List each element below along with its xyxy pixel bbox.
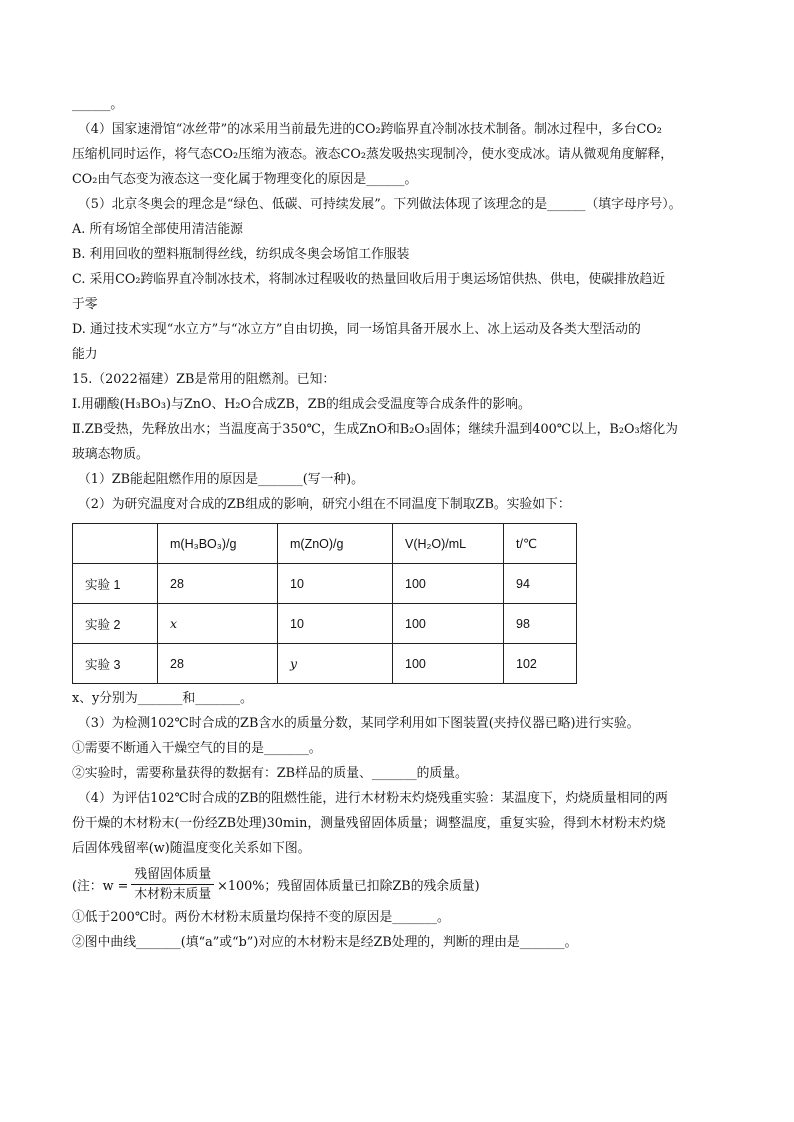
option-c-line1: C. 采用CO₂跨临界直冷制冰技术，将制冰过程吸收的热量回收后用于奥运场馆供热、供电，使碳排放趋近 bbox=[72, 272, 666, 287]
table-cell: 98 bbox=[504, 604, 577, 644]
table-cell: 100 bbox=[393, 564, 504, 604]
q15-part3-sub2: ②实验时，需要称量获得的数据有：ZB样品的质量、_______的质量。 bbox=[72, 766, 468, 781]
table-cell: 100 bbox=[393, 644, 504, 684]
q14-part4-line3: CO₂由气态变为液态这一变化属于物理变化的原因是______。 bbox=[72, 172, 418, 187]
table-cell-variable-y: y bbox=[278, 644, 393, 684]
q14-part4-line1: （4）国家速滑馆“冰丝带”的冰采用当前最先进的CO₂跨临界直冷制冰技术制备。制冰过程中，多台CO₂ bbox=[78, 122, 662, 137]
table-cell-variable-x: x bbox=[158, 604, 278, 644]
formula-fraction bbox=[131, 865, 214, 904]
table-cell: 实验 3 bbox=[73, 644, 158, 684]
option-c-line2: 于零 bbox=[72, 297, 98, 312]
formula-denominator: 木材粉末质量 bbox=[134, 886, 212, 902]
xy-answer-line: x、y分别为_______和_______。 bbox=[72, 691, 253, 706]
table-row bbox=[73, 604, 577, 644]
q15-part4-sub2: ②图中曲线_______(填“a”或“b”)对应的木材粉末是经ZB处理的，判断的理由是_______。 bbox=[72, 935, 578, 950]
q14-part4-line2: 压缩机同时运作，将气态CO₂压缩为液态。液态CO₂蒸发吸热实现制冷，使水变成冰。请从微观角度解释， bbox=[72, 147, 674, 162]
q15-part4-line2: 份干燥的木材粉末(一份经ZB处理)30min，测量残留固体质量；调整温度，重复实验，得到木材粉末灼烧 bbox=[72, 816, 666, 831]
q14-part5-stem: （5）北京冬奥会的理念是“绿色、低碳、可持续发展”。下列做法体现了该理念的是______（填字母序号）。 bbox=[78, 197, 682, 212]
formula-numerator: 残留固体质量 bbox=[131, 865, 214, 885]
table-row bbox=[73, 644, 577, 684]
formula-suffix: ×100%；残留固体质量已扣除ZB的残余质量) bbox=[217, 878, 480, 894]
document-body bbox=[72, 92, 722, 955]
table-cell: 实验 1 bbox=[73, 564, 158, 604]
table-cell: 28 bbox=[158, 564, 278, 604]
q15-part3-sub1: ①需要不断通入干燥空气的目的是_______。 bbox=[72, 741, 322, 756]
q15-part4-line1: （4）为评估102℃时合成的ZB的阻燃性能，进行木材粉末灼烧残重实验：某温度下，灼烧质量相同的两 bbox=[78, 791, 668, 806]
q15-info-2-line1: Ⅱ.ZB受热，先释放出水；当温度高于350℃，生成ZnO和B₂O₃固体；继续升温到400℃以上，B₂O₃熔化为 bbox=[72, 422, 678, 437]
q15-part2: （2）为研究温度对合成的ZB组成的影响，研究小组在不同温度下制取ZB。实验如下： bbox=[78, 497, 571, 512]
table-cell: 102 bbox=[504, 644, 577, 684]
q15-info-2-line2: 玻璃态物质。 bbox=[72, 447, 149, 462]
table-cell: 10 bbox=[278, 564, 393, 604]
table-row bbox=[73, 564, 577, 604]
table-cell: 94 bbox=[504, 564, 577, 604]
q15-part4-line3: 后固体残留率(w)随温度变化关系如下图。 bbox=[72, 841, 311, 856]
table-cell: 实验 2 bbox=[73, 604, 158, 644]
table-cell: 100 bbox=[393, 604, 504, 644]
table-cell: 28 bbox=[158, 644, 278, 684]
table-header-cell: m(H₃BO₃)/g bbox=[158, 524, 278, 564]
table-header-row bbox=[73, 524, 577, 564]
option-d-line1: D. 通过技术实现“水立方”与“冰立方”自由切换，同一场馆具备开展水上、冰上运动及各类大型活动的 bbox=[72, 322, 641, 337]
answer-blank-line: ______。 bbox=[72, 97, 124, 112]
option-d-line2: 能力 bbox=[72, 347, 98, 362]
table-header-cell: m(ZnO)/g bbox=[278, 524, 393, 564]
formula-prefix: (注：w = bbox=[72, 878, 129, 894]
q15-part1: （1）ZB能起阻燃作用的原因是_______(写一种)。 bbox=[78, 472, 364, 487]
q15-info-1: I.用硼酸(H₃BO₃)与ZnO、H₂O合成ZB，ZB的组成会受温度等合成条件的影响。 bbox=[72, 397, 531, 412]
residue-rate-formula bbox=[72, 863, 722, 905]
q15-part4-sub1: ①低于200℃时。两份木材粉末质量均保持不变的原因是_______。 bbox=[72, 910, 450, 925]
table-header-cell bbox=[73, 524, 158, 564]
table-cell: 10 bbox=[278, 604, 393, 644]
option-a: A. 所有场馆全部使用清洁能源 bbox=[72, 222, 243, 237]
q15-part3: （3）为检测102℃时合成的ZB含水的质量分数，某同学利用如下图装置(夹持仪器已略)进行实验。 bbox=[78, 716, 640, 731]
experiment-table bbox=[72, 523, 577, 684]
table-header-cell: V(H₂O)/mL bbox=[393, 524, 504, 564]
table-header-cell: t/℃ bbox=[504, 524, 577, 564]
option-b: B. 利用回收的塑料瓶制得丝线，纺织成冬奥会场馆工作服装 bbox=[72, 247, 410, 262]
q15-title: 15.（2022福建）ZB是常用的阻燃剂。已知： bbox=[72, 372, 336, 387]
